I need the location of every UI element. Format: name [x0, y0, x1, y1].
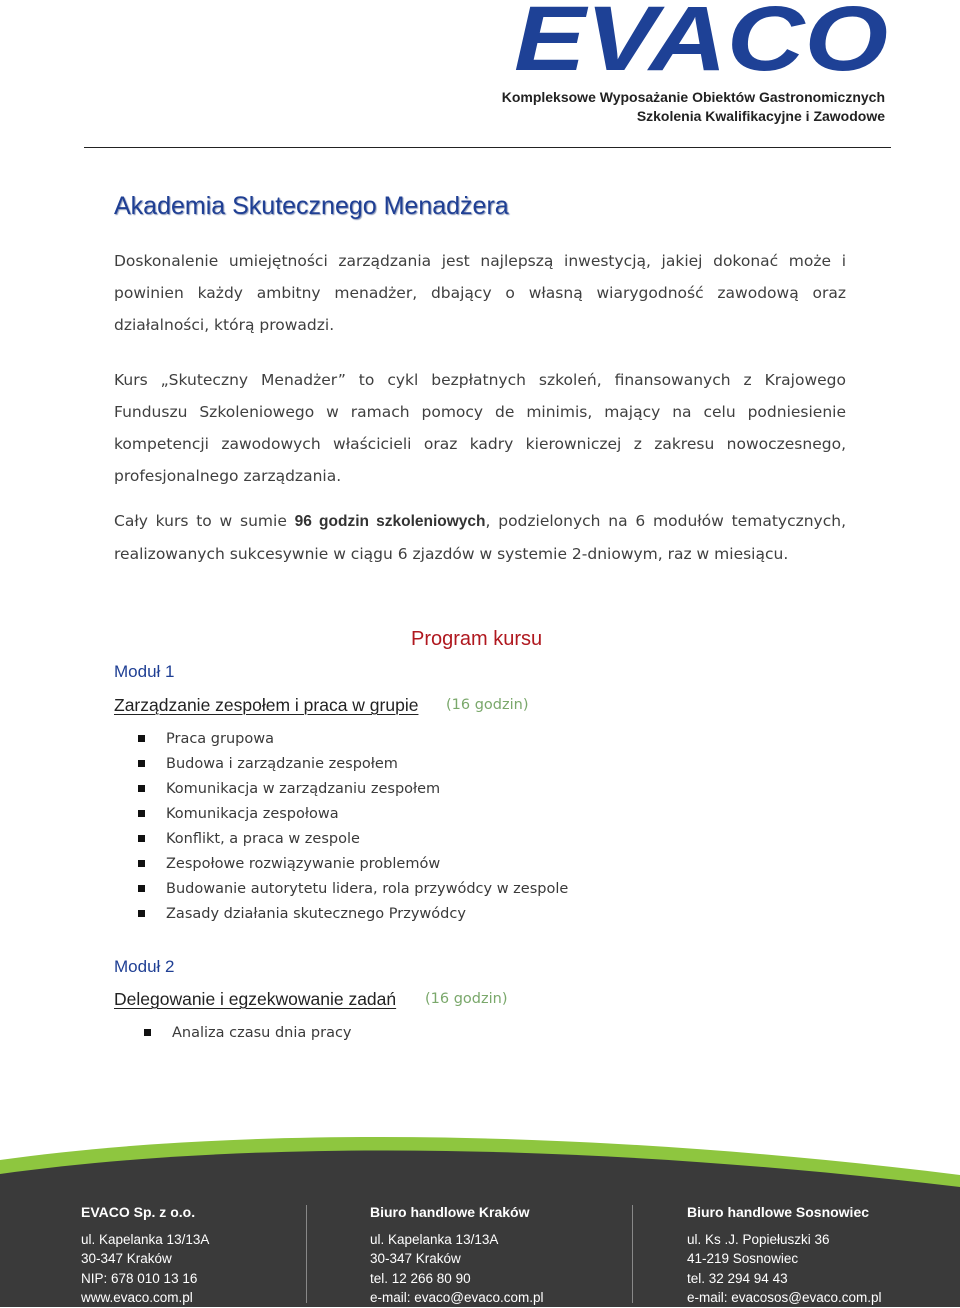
list-item: Praca grupowa	[138, 727, 568, 752]
footer-sosnowiec-address: ul. Ks .J. Popiełuszki 36	[687, 1231, 830, 1247]
hours-highlight: 96 godzin szkoleniowych	[294, 513, 486, 530]
list-item: Komunikacja zespołowa	[138, 802, 568, 827]
footer-krakow-city: 30-347 Kraków	[370, 1251, 461, 1266]
module-1-label: Moduł 1	[114, 662, 175, 681]
footer-krakow-address: ul. Kapelanka 13/13A	[370, 1231, 499, 1247]
bullet-square-icon	[138, 860, 145, 867]
footer-krakow-heading: Biuro handlowe Kraków	[370, 1204, 530, 1220]
footer-company-address: ul. Kapelanka 13/13A	[81, 1231, 210, 1247]
list-item: Konflikt, a praca w zespole	[138, 827, 568, 852]
list-item: Zasady działania skutecznego Przywódcy	[138, 902, 568, 927]
intro-paragraph: Doskonalenie umiejętności zarządzania jest najlepszą inwestycją, jakiej dokonać może i powinien każdy ambitny menadżer, dbający o własną wiarygodność zawodową oraz działalności, którą prowadzi.	[114, 252, 846, 334]
list-item: Budowanie autorytetu lidera, rola przywódcy w zespole	[138, 877, 568, 902]
list-item: Budowa i zarządzanie zespołem	[138, 752, 568, 777]
bullet-square-icon	[138, 835, 145, 842]
module-2-topic-list	[144, 1021, 352, 1046]
footer-sosnowiec-heading: Biuro handlowe Sosnowiec	[687, 1204, 870, 1220]
company-tagline	[500, 88, 885, 126]
footer-krakow-email[interactable]: e-mail: evaco@evaco.com.pl	[370, 1290, 544, 1305]
svg-text:EVACO: EVACO	[514, 0, 888, 76]
footer-sosnowiec-phone: tel. 32 294 94 43	[687, 1270, 788, 1286]
bullet-square-icon	[144, 1029, 151, 1036]
footer-office-sosnowiec	[687, 1203, 882, 1308]
list-item: Analiza czasu dnia pracy	[144, 1021, 352, 1046]
footer-company-nip: NIP: 678 010 13 16	[81, 1270, 198, 1286]
bullet-square-icon	[138, 885, 145, 892]
module-2-label: Moduł 2	[114, 957, 175, 976]
footer-company-website[interactable]: www.evaco.com.pl	[81, 1290, 193, 1305]
tagline-line-2: Szkolenia Kwalifikacyjne i Zawodowe	[636, 108, 885, 124]
footer-company-city: 30-347 Kraków	[81, 1251, 172, 1266]
footer-divider	[632, 1205, 633, 1303]
list-item: Komunikacja w zarządzaniu zespołem	[138, 777, 568, 802]
module-2-title: Delegowanie i egzekwowanie zadań	[114, 989, 397, 1009]
footer-company-heading: EVACO Sp. z o.o.	[81, 1204, 196, 1220]
footer-office-krakow	[370, 1203, 544, 1308]
hours-prefix-text: Cały kurs to w sumie	[114, 512, 295, 530]
header-divider	[84, 147, 891, 148]
footer-krakow-phone: tel. 12 266 80 90	[370, 1270, 471, 1286]
footer-sosnowiec-email[interactable]: e-mail: evacosos@evaco.com.pl	[687, 1290, 882, 1305]
hours-suffix-text: , podzielonych na 6 modułów tematycznych, realizowanych sukcesywnie w ciągu 6 zjazdów w systemie 2-dniowym, raz w miesiącu.	[114, 512, 846, 563]
bullet-square-icon	[138, 785, 145, 792]
tagline-line-1: Kompleksowe Wyposażanie Obiektów Gastronomicznych	[501, 89, 885, 105]
list-item: Zespołowe rozwiązywanie problemów	[138, 852, 568, 877]
bullet-square-icon	[138, 760, 145, 767]
bullet-square-icon	[138, 735, 145, 742]
module-1-topic-list	[138, 727, 568, 927]
course-hours-paragraph	[114, 505, 846, 570]
course-description-paragraph: Kurs „Skuteczny Menadżer” to cykl bezpłatnych szkoleń, finansowanych z Krajowego Funduszu Szkoleniowego w ramach pomocy de minimis, mający na celu podniesienie kompetencji zawodowych właścicieli oraz kadry kierowniczej z zakresu nowoczesnego, profesjonalnego zarządzania.	[114, 371, 846, 485]
module-1-hours: (16 godzin)	[446, 697, 529, 713]
footer-divider	[306, 1205, 307, 1303]
footer-company	[81, 1203, 209, 1308]
bullet-square-icon	[138, 810, 145, 817]
bullet-square-icon	[138, 910, 145, 917]
module-2-hours: (16 godzin)	[425, 991, 508, 1007]
module-1-title: Zarządzanie zespołem i praca w grupie	[114, 695, 419, 715]
evaco-logo	[512, 0, 894, 76]
document-title: Akademia Skutecznego Menadżera	[114, 192, 509, 220]
footer-sosnowiec-city: 41-219 Sosnowiec	[687, 1251, 799, 1266]
program-heading: Program kursu	[411, 628, 543, 650]
